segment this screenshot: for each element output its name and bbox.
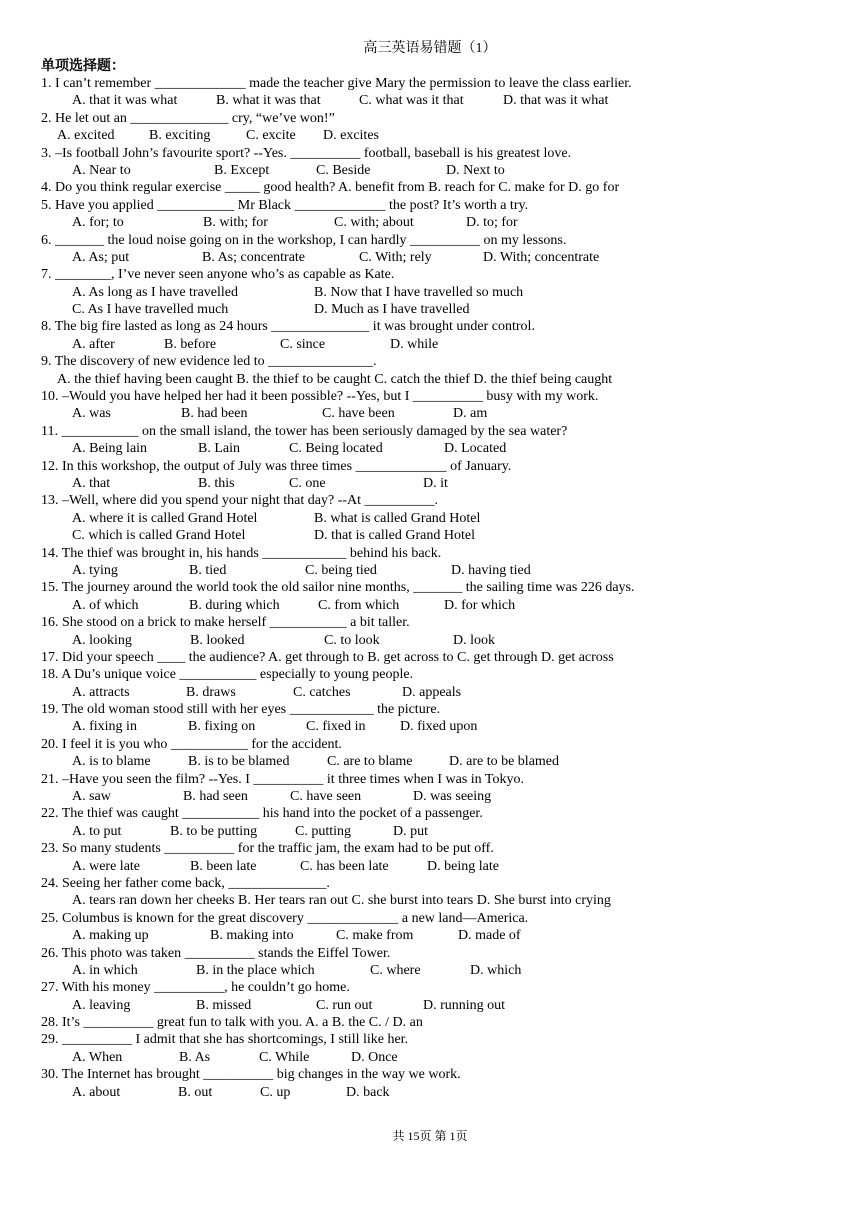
question-line: 24. Seeing her father come back, ______________. [41, 875, 330, 891]
answer-option: A. As; put [72, 249, 130, 265]
answer-option: D. that was it what [503, 93, 609, 109]
answer-option: A. fixing in [72, 719, 137, 735]
answer-option: A. about [72, 1084, 121, 1100]
answer-option: D. appeals [402, 684, 462, 700]
question-line: 22. The thief was caught ___________ his hand into the pocket of a passenger. [41, 806, 483, 822]
answer-option: A. after [72, 336, 115, 352]
answer-option: D. back [346, 1084, 390, 1100]
question-list [41, 75, 841, 1101]
answer-option: C. catches [293, 684, 351, 700]
answer-option: A. leaving [72, 997, 131, 1013]
answer-option: B. Now that I have travelled so much [314, 284, 524, 300]
question-line: 29. __________ I admit that she has shortcomings, I still like her. [41, 1032, 409, 1048]
answer-option: B. exciting [149, 128, 211, 144]
answer-option: D. running out [423, 997, 506, 1013]
answer-option: C. has been late [300, 858, 389, 874]
answer-option: D. look [453, 632, 495, 648]
answer-option: A. When [72, 1049, 123, 1065]
question-line: 28. It’s __________ great fun to talk with you. A. a B. the C. / D. an [41, 1015, 423, 1031]
answer-option: D. having tied [451, 562, 531, 578]
answer-option: B. draws [186, 684, 236, 700]
answer-option: C. what was it that [359, 93, 464, 109]
answer-option: B. fixing on [188, 719, 256, 735]
question-line: 7. ________, I’ve never seen anyone who’s as capable as Kate. [41, 267, 395, 283]
question-line: 8. The big fire lasted as long as 24 hours ______________ it was brought under control. [41, 319, 535, 335]
answer-option: B. tied [189, 562, 227, 578]
question-line: A. the thief having been caught B. the thief to be caught C. catch the thief D. the thief being caught [57, 371, 613, 387]
answer-options-line [41, 127, 841, 144]
question-line: 5. Have you applied ___________ Mr Black _____________ the post? It’s worth a try. [41, 197, 529, 213]
answer-options-line [41, 336, 841, 353]
question-line: 25. Columbus is known for the great discovery _____________ a new land—America. [41, 910, 529, 926]
answer-options-line [41, 510, 841, 527]
answer-option: B. what is called Grand Hotel [314, 510, 481, 526]
page-title: 高三英语易错题（1） [363, 41, 497, 56]
answer-option: A. where it is called Grand Hotel [72, 510, 258, 526]
answer-option: D. while [390, 336, 439, 352]
answer-options-line [41, 92, 841, 109]
answer-options-line [41, 562, 841, 579]
answer-option: A. Near to [72, 162, 131, 178]
question-line: 20. I feel it is you who ___________ for the accident. [41, 736, 342, 752]
question-line: 27. With his money __________, he couldn’t go home. [41, 980, 350, 996]
answer-option: C. have seen [290, 789, 362, 805]
answer-options-line [41, 997, 841, 1014]
answer-options-line [41, 788, 841, 805]
answer-option: B. As [179, 1049, 211, 1065]
answer-options-line [41, 632, 841, 649]
question-line: 11. ___________ on the small island, the tower has been seriously damaged by the sea water? [41, 423, 568, 439]
answer-option: C. one [289, 475, 326, 491]
question-line: 18. A Du’s unique voice ___________ especially to young people. [41, 667, 414, 683]
answer-option: B. had seen [183, 789, 248, 805]
answer-option: D. that is called Grand Hotel [314, 528, 475, 544]
answer-option: D. to; for [466, 215, 518, 231]
answer-option: B. making into [210, 928, 294, 944]
answer-option: D. being late [427, 858, 499, 874]
answer-option: B. with; for [203, 215, 268, 231]
page-footer: 共 15页 第 1页 [392, 1129, 468, 1143]
answer-option: B. this [198, 475, 235, 491]
answer-options-line [41, 823, 841, 840]
answer-option: B. in the place which [196, 962, 315, 978]
question-line: 17. Did your speech ____ the audience? A. get through to B. get across to C. get through D. get across [41, 649, 614, 665]
answer-option: B. what it was that [216, 93, 321, 109]
answer-option: A. Being lain [72, 441, 148, 457]
question-line: 15. The journey around the world took the old sailor nine months, _______ the sailing time was 226 days. [41, 580, 635, 596]
answer-option: B. been late [190, 858, 257, 874]
answer-option: A. As long as I have travelled [72, 284, 239, 300]
answer-option: B. Lain [198, 441, 240, 457]
answer-options-line [41, 1049, 841, 1066]
answer-option: C. With; rely [359, 249, 432, 265]
question-line: 10. –Would you have helped her had it been possible? --Yes, but I __________ busy with my work. [41, 389, 599, 405]
question-line: 16. She stood on a brick to make herself ___________ a bit taller. [41, 615, 410, 631]
question-line: 23. So many students __________ for the traffic jam, the exam had to be put off. [41, 841, 494, 857]
answer-option: A. for; to [72, 215, 124, 231]
answer-option: D. fixed upon [400, 719, 478, 735]
answer-option: C. make from [336, 928, 414, 944]
answer-option: A. were late [72, 858, 141, 874]
answer-option: B. out [178, 1084, 213, 1100]
answer-option: A. that it was what [72, 93, 178, 109]
question-line: 3. –Is football John’s favourite sport? --Yes. __________ football, baseball is his greatest love. [41, 145, 572, 161]
question-line: 13. –Well, where did you spend your night that day? --At __________. [41, 493, 439, 509]
question-line: 12. In this workshop, the output of July was three times _____________ of January. [41, 458, 512, 474]
answer-option: C. Being located [289, 441, 383, 457]
answer-option: A. to put [72, 823, 122, 839]
answer-option: D. was seeing [413, 789, 492, 805]
answer-option: B. As; concentrate [202, 249, 306, 265]
answer-option: B. is to be blamed [188, 754, 290, 770]
answer-option: D. Next to [446, 162, 505, 178]
answer-option: C. putting [295, 823, 352, 839]
answer-option: B. missed [196, 997, 252, 1013]
answer-option: A. is to blame [72, 754, 151, 770]
answer-option: B. during which [189, 597, 280, 613]
answer-option: A. of which [72, 597, 139, 613]
answer-options-line [41, 858, 841, 875]
answer-option: D. With; concentrate [483, 249, 600, 265]
answer-options-line [41, 440, 841, 457]
answer-options-line [41, 162, 841, 179]
answer-options-line [41, 718, 841, 735]
answer-options-line [41, 214, 841, 231]
answer-option: D. Located [444, 441, 507, 457]
answer-option: A. making up [72, 928, 149, 944]
answer-options-line [41, 927, 841, 944]
answer-options-line [41, 249, 841, 266]
question-line: 2. He let out an ______________ cry, “we’ve won!” [41, 110, 335, 126]
answer-option: C. up [260, 1084, 291, 1100]
answer-option: D. Much as I have travelled [314, 302, 470, 318]
answer-option: A. tying [72, 562, 118, 578]
answer-option: D. which [470, 962, 522, 978]
answer-option: C. excite [246, 128, 296, 144]
answer-option: A. excited [57, 128, 115, 144]
question-line: 1. I can’t remember _____________ made the teacher give Mary the permission to leave the class earlier. [41, 76, 632, 91]
answer-option: C. are to blame [327, 754, 413, 770]
answer-option: C. run out [316, 997, 373, 1013]
answer-option: D. excites [323, 128, 379, 144]
answer-option: D. made of [458, 928, 521, 944]
answer-options-line [41, 684, 841, 701]
question-line: 19. The old woman stood still with her eyes ____________ the picture. [41, 702, 441, 718]
answer-option: C. to look [324, 632, 380, 648]
answer-option: D. it [423, 475, 448, 491]
section-heading: 单项选择题： [41, 59, 125, 74]
answer-options-line [41, 962, 841, 979]
answer-option: C. where [370, 962, 421, 978]
answer-option: B. had been [181, 406, 248, 422]
answer-option: D. Once [351, 1049, 398, 1065]
answer-option: C. which is called Grand Hotel [72, 528, 246, 544]
answer-option: D. am [453, 406, 488, 422]
answer-option: A. that [72, 475, 111, 491]
answer-option: B. looked [190, 632, 245, 648]
answer-options-line [41, 597, 841, 614]
answer-option: D. for which [444, 597, 516, 613]
question-line: 30. The Internet has brought __________ big changes in the way we work. [41, 1067, 461, 1083]
question-line: 26. This photo was taken __________ stands the Eiffel Tower. [41, 945, 391, 961]
question-line: 14. The thief was brought in, his hands ____________ behind his back. [41, 545, 442, 561]
answer-options-line [41, 753, 841, 770]
answer-options-line [41, 405, 841, 422]
answer-option: C. since [280, 336, 326, 352]
question-line: A. tears ran down her cheeks B. Her tears ran out C. she burst into tears D. She burst into crying [72, 893, 611, 909]
answer-options-line [41, 1084, 841, 1101]
answer-option: C. being tied [305, 562, 377, 578]
answer-option: C. have been [322, 406, 395, 422]
answer-option: C. Beside [316, 162, 371, 178]
answer-option: A. saw [72, 789, 111, 805]
answer-options-line [41, 284, 841, 301]
question-line: 6. _______ the loud noise going on in the workshop, I can hardly __________ on my lessons. [41, 232, 567, 248]
answer-options-line [41, 527, 841, 544]
answer-option: C. While [259, 1049, 310, 1065]
answer-options-line [41, 475, 841, 492]
question-line: 9. The discovery of new evidence led to _______________. [41, 354, 377, 370]
answer-option: B. to be putting [170, 823, 258, 839]
question-line: 21. –Have you seen the film? --Yes. I __________ it three times when I was in Tokyo. [41, 771, 524, 787]
answer-option: A. was [72, 406, 111, 422]
answer-option: B. Except [214, 162, 270, 178]
answer-option: A. in which [72, 962, 138, 978]
answer-option: C. with; about [334, 215, 414, 231]
answer-option: D. are to be blamed [449, 754, 560, 770]
answer-option: A. attracts [72, 684, 130, 700]
answer-options-line [41, 301, 841, 318]
answer-option: C. fixed in [306, 719, 366, 735]
question-line: 4. Do you think regular exercise _____ good health? A. benefit from B. reach for C. make for D. go for [41, 180, 620, 196]
answer-option: C. As I have travelled much [72, 302, 229, 318]
answer-option: B. before [164, 336, 217, 352]
answer-option: C. from which [318, 597, 400, 613]
answer-option: D. put [393, 823, 428, 839]
answer-option: A. looking [72, 632, 132, 648]
